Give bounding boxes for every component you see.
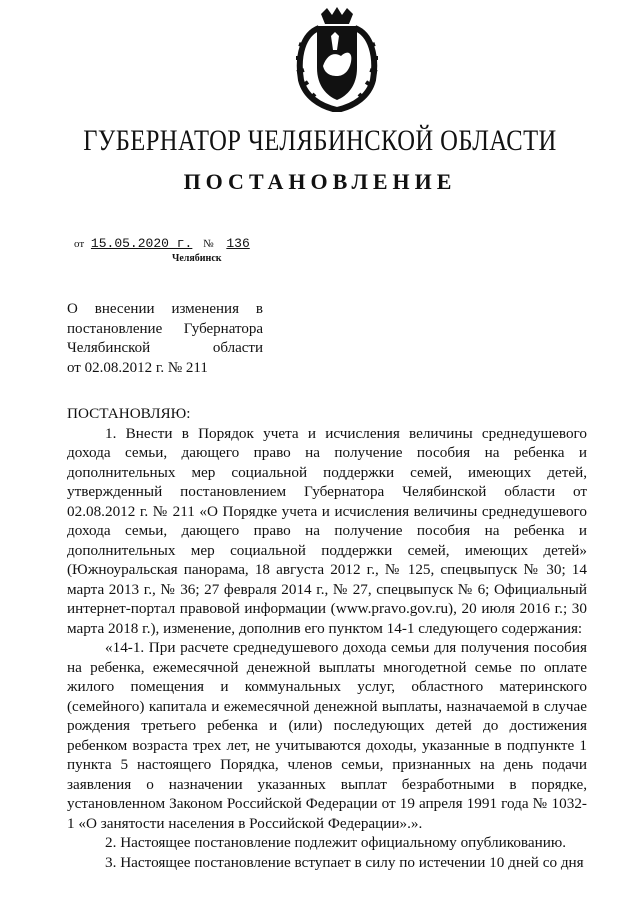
document-type-heading: ПОСТАНОВЛЕНИЕ [183, 169, 457, 194]
subject-block [67, 300, 263, 378]
subject-line: О внесении изменения в [67, 301, 263, 317]
document-date: 15.05.2020 г. [90, 236, 193, 251]
decree-heading: ПОСТАНОВЛЯЮ: [67, 405, 191, 422]
subject-line: постановление Губернатора [67, 320, 263, 337]
number-label: № [203, 238, 214, 250]
subject-line: от 02.08.2012 г. № 211 [67, 359, 208, 376]
document-meta [74, 236, 272, 251]
authority-title: ГУБЕРНАТОР ЧЕЛЯБИНСКОЙ ОБЛАСТИ [83, 124, 557, 157]
document-number: 136 [226, 236, 250, 251]
paragraph-3: 3. Настоящее постановление вступает в силу по истечении 10 дней со дня [105, 853, 584, 871]
coat-of-arms-emblem [291, 6, 383, 112]
subject-line: Челябинской области [67, 340, 263, 356]
paragraph-quote: «14-1. При расчете среднедушевого дохода семьи для получения пособия на ребенка, ежемесячной денежной выплаты многодетной семье по оплате жилого помещения и коммунальных услуг, областного материнского (семейного) капитала и ежемесячной денежной выплаты, назначаемой в случае рождения третьего ребенка и (или) последующих детей до достижения ребенком возраста трех лет, не учитываются доходы, указанные в подпункте 1 пункта 5 настоящего Порядка, членов семьи, признанных на день подачи заявления о назначении указанных выплат безработными в порядке, установленном Законом Российской Федерации от 19 апреля 1991 года № 1032-1 «О занятости населения в Российской Федерации».». [67, 639, 587, 832]
paragraph-1: 1. Внести в Порядок учета и исчисления величины среднедушевого дохода семьи, дающего право на получение пособия на ребенка и дополнительных мер социальной поддержки семей, имеющих детей, утвержденный постановлением Губернатора Челябинской области от 02.08.2012 г. № 211 «О Порядке учета и исчисления величины среднедушевого дохода семьи, дающего право на получение пособия на ребенка и дополнительных мер социальной поддержки семей, имеющих детей» (Южноуральская панорама, 18 августа 2012 г., № 125, спецвыпуск № 30; 14 марта 2013 г., № 36; 27 февраля 2014 г., № 27, спецвыпуск № 6; Официальный интернет-портал правовой информации (www.pravo.gov.ru), 20 июля 2016 г.; 30 марта 2018 г.), изменение, дополнив его пунктом 14-1 следующего содержания: [67, 424, 587, 637]
date-prefix-label: от [74, 238, 85, 250]
city-label: Челябинск [172, 253, 222, 264]
document-body [67, 404, 587, 872]
paragraph-2: 2. Настоящее постановление подлежит официальному опубликованию. [105, 834, 567, 851]
